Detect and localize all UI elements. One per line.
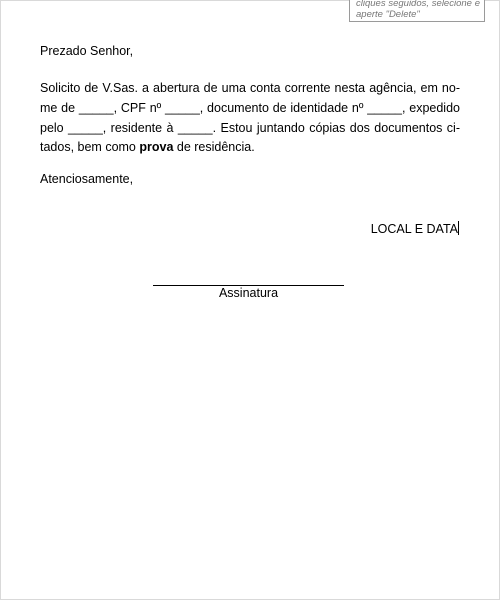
letter-closing[interactable]: Atenciosamente, (40, 172, 134, 186)
signature-label: Assinatura (218, 286, 279, 300)
bold-word-prova: prova (139, 140, 174, 155)
instruction-hint-box (349, 0, 485, 22)
text-cursor (458, 221, 459, 235)
body-line-4-end: de residência. (173, 140, 255, 155)
local-and-date-field[interactable] (371, 221, 459, 237)
hint-line-1: cliques seguidos, selecione e (356, 0, 480, 9)
body-line-3: pelo _____, residente à _____. Estou juntando cópias dos documentos ci- (40, 120, 460, 135)
local-date-text: LOCAL E DATA (370, 222, 458, 236)
letter-body-paragraph[interactable] (40, 79, 460, 158)
hint-line-2: aperte "Delete" (356, 8, 420, 20)
body-line-1: Solicito de V.Sas. a abertura de uma conta corrente nesta agência, em no- (40, 81, 460, 95)
letter-greeting[interactable]: Prezado Senhor, (40, 44, 134, 58)
body-line-4 (40, 138, 460, 158)
body-line-4-start: tados, bem como (40, 140, 140, 155)
body-line-2: me de _____, CPF nº _____, documento de identidade nº _____, expedido (40, 100, 460, 115)
